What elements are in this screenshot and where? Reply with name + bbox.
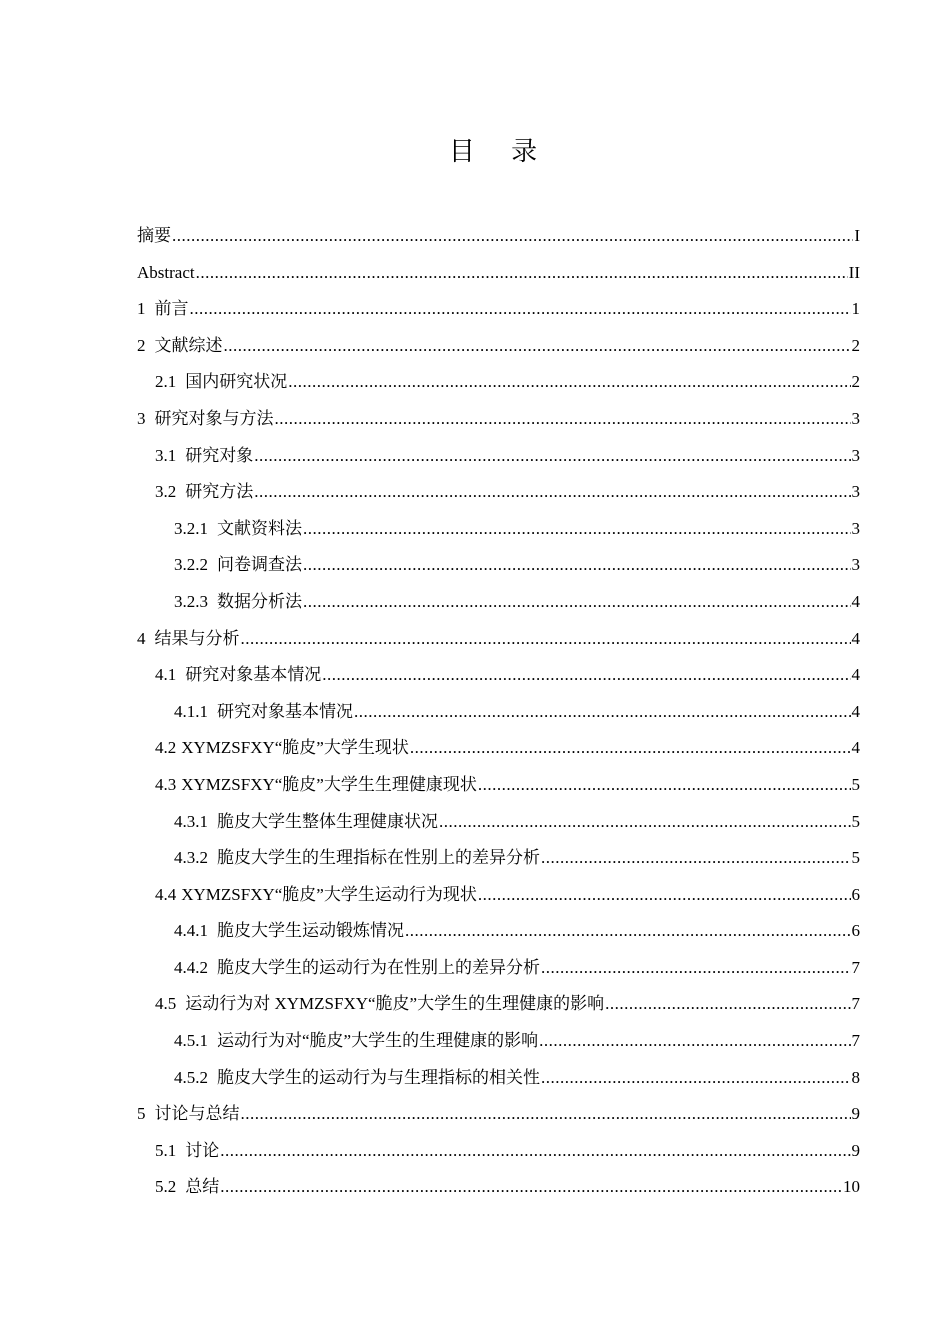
toc-entry-label: XYMZSFXY“脆皮”大学生运动行为现状 — [181, 884, 477, 904]
toc-entry-page: 2 — [851, 335, 860, 355]
toc-entry-page: 6 — [851, 884, 860, 904]
toc-dot-leader — [275, 401, 851, 438]
toc-entry[interactable] — [137, 621, 860, 658]
toc-entry[interactable] — [137, 1169, 860, 1206]
toc-dot-leader — [172, 218, 853, 255]
toc-entry-page: 5 — [851, 811, 860, 831]
toc-entry-page: 5 — [851, 774, 860, 794]
toc-entry-number: 3 — [137, 408, 146, 428]
toc-entry[interactable] — [137, 1133, 860, 1170]
toc-entry-page: 7 — [851, 994, 860, 1014]
toc-entry-number: 3.2.3 — [174, 591, 208, 611]
toc-dot-leader — [354, 694, 851, 731]
toc-entry[interactable] — [137, 291, 860, 328]
toc-entry[interactable] — [137, 438, 860, 475]
toc-dot-leader — [478, 767, 851, 804]
toc-entry-page: 10 — [843, 1177, 860, 1197]
toc-entry[interactable] — [137, 1023, 860, 1060]
toc-entry[interactable] — [137, 986, 860, 1023]
toc-entry-page: 9 — [851, 1104, 860, 1124]
toc-entry-number: 4.1 — [155, 665, 177, 685]
toc-dot-leader — [241, 621, 851, 658]
toc-entry-label: 文献资料法 — [217, 518, 302, 538]
toc-dot-leader — [288, 364, 850, 401]
toc-entry-number: 4.3.1 — [174, 811, 208, 831]
toc-entry-page: I — [854, 226, 860, 245]
toc-dot-leader — [196, 255, 848, 292]
toc-dot-leader — [439, 804, 851, 841]
toc-entry-page: 4 — [851, 701, 860, 721]
toc-dot-leader — [220, 1169, 842, 1206]
toc-entry[interactable] — [137, 364, 860, 401]
toc-dot-leader — [190, 291, 851, 328]
page-title: 目 录 — [448, 137, 552, 167]
toc-entry[interactable] — [137, 767, 860, 804]
toc-entry[interactable] — [137, 804, 860, 841]
toc-entry-number: 5.1 — [155, 1140, 177, 1160]
toc-entry-page: 3 — [851, 555, 860, 575]
toc-entry-label: XYMZSFXY“脆皮”大学生现状 — [181, 738, 409, 758]
toc-entry-label: 总结 — [185, 1177, 220, 1197]
toc-dot-leader — [220, 1133, 850, 1170]
toc-entry-page: 3 — [851, 408, 860, 428]
toc-dot-leader — [541, 840, 851, 877]
toc-entry-page: 8 — [851, 1067, 860, 1087]
toc-entry-number: 1 — [137, 299, 146, 319]
toc-entry-number: 3.2 — [155, 482, 177, 502]
toc-entry[interactable] — [137, 657, 860, 694]
toc-entry-number: 5 — [137, 1104, 146, 1124]
toc-entry[interactable] — [137, 584, 860, 621]
toc-entry[interactable] — [137, 1060, 860, 1097]
toc-entry[interactable] — [137, 474, 860, 511]
toc-entry-number: 3.1 — [155, 445, 177, 465]
toc-entry-label: Abstract — [137, 262, 195, 282]
toc-entry[interactable] — [137, 877, 860, 914]
toc-entry-label: 脆皮大学生的运动行为在性别上的差异分析 — [217, 957, 540, 977]
toc-entry-number: 2 — [137, 335, 146, 355]
toc-entry-label: 脆皮大学生的运动行为与生理指标的相关性 — [217, 1067, 540, 1087]
toc-entry-page: 2 — [851, 372, 860, 392]
toc-entry-label: 研究对象基本情况 — [185, 665, 322, 685]
toc-entry-number: 4.5 — [155, 994, 177, 1014]
toc-entry-number: 3.2.2 — [174, 555, 208, 575]
toc-dot-leader — [405, 913, 851, 950]
toc-entry-page: 4 — [851, 591, 860, 611]
toc-dot-leader — [241, 1096, 851, 1133]
toc-entry-page: 4 — [851, 665, 860, 685]
toc-entry-number: 4.3.2 — [174, 848, 208, 868]
toc-entry-label: 国内研究状况 — [185, 372, 288, 392]
toc-entry-number: 4.4.2 — [174, 957, 208, 977]
toc-dot-leader — [322, 657, 850, 694]
toc-entry-label: 摘要 — [137, 226, 171, 245]
toc-entry-page: 5 — [851, 848, 860, 868]
toc-entry-label: 文献综述 — [154, 335, 223, 355]
toc-entry-label: 脆皮大学生的生理指标在性别上的差异分析 — [217, 848, 540, 868]
toc-entry-number: 4.5.1 — [174, 1031, 208, 1051]
toc-entry-label: 运动行为对“脆皮”大学生的生理健康的影响 — [217, 1031, 539, 1051]
toc-entry-label: 讨论 — [185, 1140, 220, 1160]
toc-entry-label: 研究对象与方法 — [154, 408, 274, 428]
toc-entry[interactable] — [137, 328, 860, 365]
toc-entry[interactable] — [137, 913, 860, 950]
toc-entry-label: 讨论与总结 — [154, 1104, 240, 1124]
toc-entry-page: 7 — [851, 957, 860, 977]
toc-dot-leader — [303, 584, 851, 621]
toc-entry-number: 4.1.1 — [174, 701, 208, 721]
toc-entry-number: 4.4 — [155, 884, 177, 904]
toc-entry-number: 4.3 — [155, 774, 177, 794]
toc-entry-label: XYMZSFXY“脆皮”大学生生理健康现状 — [181, 774, 477, 794]
toc-entry[interactable] — [137, 218, 860, 255]
toc-entry-page: 4 — [851, 628, 860, 648]
toc-entry-page: 3 — [851, 482, 860, 502]
toc-entry[interactable] — [137, 401, 860, 438]
toc-entry[interactable] — [137, 730, 860, 767]
toc-entry-number: 4 — [137, 628, 146, 648]
toc-entry-page: 7 — [851, 1031, 860, 1051]
toc-entry-number: 2.1 — [155, 372, 177, 392]
toc-entry-label: 脆皮大学生运动锻炼情况 — [217, 921, 404, 941]
toc-dot-leader — [303, 511, 851, 548]
toc-entry[interactable] — [137, 1096, 860, 1133]
toc-entry-label: 研究对象基本情况 — [217, 701, 353, 721]
toc-entry-page: 6 — [851, 921, 860, 941]
toc-entry[interactable] — [137, 950, 860, 987]
toc-entry[interactable] — [137, 840, 860, 877]
toc-entry-label: 运动行为对 XYMZSFXY“脆皮”大学生的生理健康的影响 — [185, 994, 605, 1014]
toc-dot-leader — [224, 328, 851, 365]
toc-entry[interactable] — [137, 547, 860, 584]
toc-entry-page: 3 — [851, 518, 860, 538]
toc-dot-leader — [539, 1023, 850, 1060]
toc-entry[interactable] — [137, 511, 860, 548]
toc-entry-label: 脆皮大学生整体生理健康状况 — [217, 811, 438, 831]
toc-entry-label: 前言 — [154, 299, 189, 319]
toc-entry-page: 3 — [851, 445, 860, 465]
toc-entry-page: 9 — [851, 1140, 860, 1160]
toc-entry-page: II — [848, 262, 860, 282]
toc-entry[interactable] — [137, 694, 860, 731]
toc-entry-label: 研究方法 — [185, 482, 254, 502]
toc-entry-number: 4.4.1 — [174, 921, 208, 941]
toc-dot-leader — [254, 438, 850, 475]
toc-entry-label: 结果与分析 — [154, 628, 240, 648]
table-of-contents — [137, 218, 860, 1206]
toc-entry-number: 4.5.2 — [174, 1067, 208, 1087]
toc-dot-leader — [541, 950, 851, 987]
toc-entry-number: 4.2 — [155, 738, 177, 758]
toc-dot-leader — [605, 986, 850, 1023]
toc-entry-label: 数据分析法 — [217, 591, 302, 611]
toc-dot-leader — [541, 1060, 851, 1097]
toc-entry-number: 5.2 — [155, 1177, 177, 1197]
toc-entry-label: 研究对象 — [185, 445, 254, 465]
toc-dot-leader — [254, 474, 850, 511]
toc-dot-leader — [303, 547, 851, 584]
toc-entry-label: 问卷调查法 — [217, 555, 302, 575]
toc-entry-page: 4 — [851, 738, 860, 758]
toc-dot-leader — [478, 877, 851, 914]
toc-entry-number: 3.2.1 — [174, 518, 208, 538]
toc-entry[interactable] — [137, 255, 860, 292]
toc-entry-page: 1 — [851, 299, 860, 319]
toc-dot-leader — [410, 730, 851, 767]
